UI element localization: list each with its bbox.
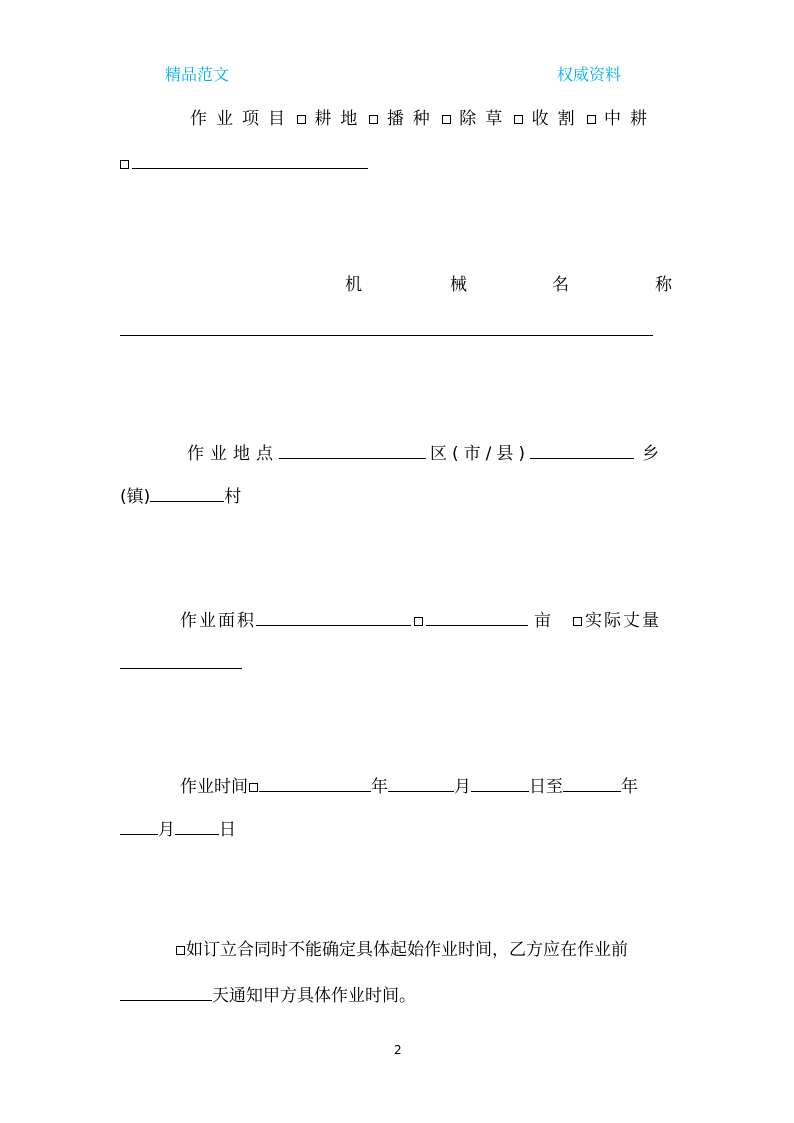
year-label-2: 年 [621,777,638,797]
day-label: 日 [529,777,546,797]
day-label-2: 日 [219,820,236,840]
location-label: 作业地点 [187,444,279,464]
machine-label-2: 械 [450,275,467,295]
month-label-2: 月 [158,820,175,840]
year-label: 年 [371,777,388,797]
option-intertill: 中耕 [604,109,657,129]
location-row [187,440,659,465]
start-month-blank[interactable] [388,773,454,792]
project-label: 作业项目 [190,109,294,129]
checkbox[interactable] [514,115,523,124]
checkbox[interactable] [297,115,306,124]
checkbox[interactable] [369,115,378,124]
start-day-blank[interactable] [471,773,529,792]
end-month-blank[interactable] [120,816,158,835]
machine-name-blank[interactable] [120,335,653,336]
area-blank-2[interactable] [426,607,528,626]
area-label: 作业面积 [180,611,256,631]
township-label: 乡 [642,444,659,464]
time-label: 作业时间 [180,777,248,797]
measure-label: 实际丈量 [585,611,661,631]
page-number: 2 [394,1043,402,1057]
month-label: 月 [454,777,471,797]
notice-row [176,939,628,961]
notice-line-2: 天通知甲方具体作业时间。 [212,986,416,1006]
checkbox[interactable] [442,115,451,124]
checkbox[interactable] [120,160,129,169]
town-blank[interactable] [150,483,224,502]
start-year-blank[interactable] [259,773,371,792]
time-row-2 [120,816,236,841]
checkbox[interactable] [573,617,582,626]
project-other-blank[interactable] [132,150,368,169]
option-sow: 播种 [386,109,439,129]
mu-label: 亩 [534,611,551,631]
time-row [180,773,638,798]
location-blank-1[interactable] [279,440,426,459]
machine-label-3: 名 [552,275,569,295]
location-row-2 [120,483,241,508]
option-plow: 耕地 [314,109,367,129]
option-harvest: 收割 [531,109,584,129]
village-label: 村 [224,487,242,507]
machine-label-1: 机 [345,275,362,295]
checkbox[interactable] [414,617,423,626]
town-label: (镇) [120,487,151,507]
area-measure-blank[interactable] [120,668,242,669]
notice-line-1: 如订立合同时不能确定具体起始作业时间，乙方应在作业前 [186,940,628,960]
notice-days-blank[interactable] [120,982,212,1001]
option-weed: 除草 [459,109,512,129]
project-other-row [120,150,368,175]
checkbox[interactable] [587,115,596,124]
checkbox[interactable] [176,946,185,955]
header-left: 精品范文 [165,65,230,84]
end-day-blank[interactable] [175,816,219,835]
machine-label-4: 称 [655,275,672,295]
header-right: 权威资料 [557,65,622,84]
area-blank-1[interactable] [256,607,411,626]
notice-row-2 [120,982,416,1007]
to-label: 至 [546,777,563,797]
checkbox[interactable] [249,783,258,792]
district-label: 区(市/县) [430,444,530,464]
location-blank-2[interactable] [530,440,634,459]
end-year-blank[interactable] [563,773,621,792]
area-row [180,607,661,632]
project-row [190,108,656,130]
